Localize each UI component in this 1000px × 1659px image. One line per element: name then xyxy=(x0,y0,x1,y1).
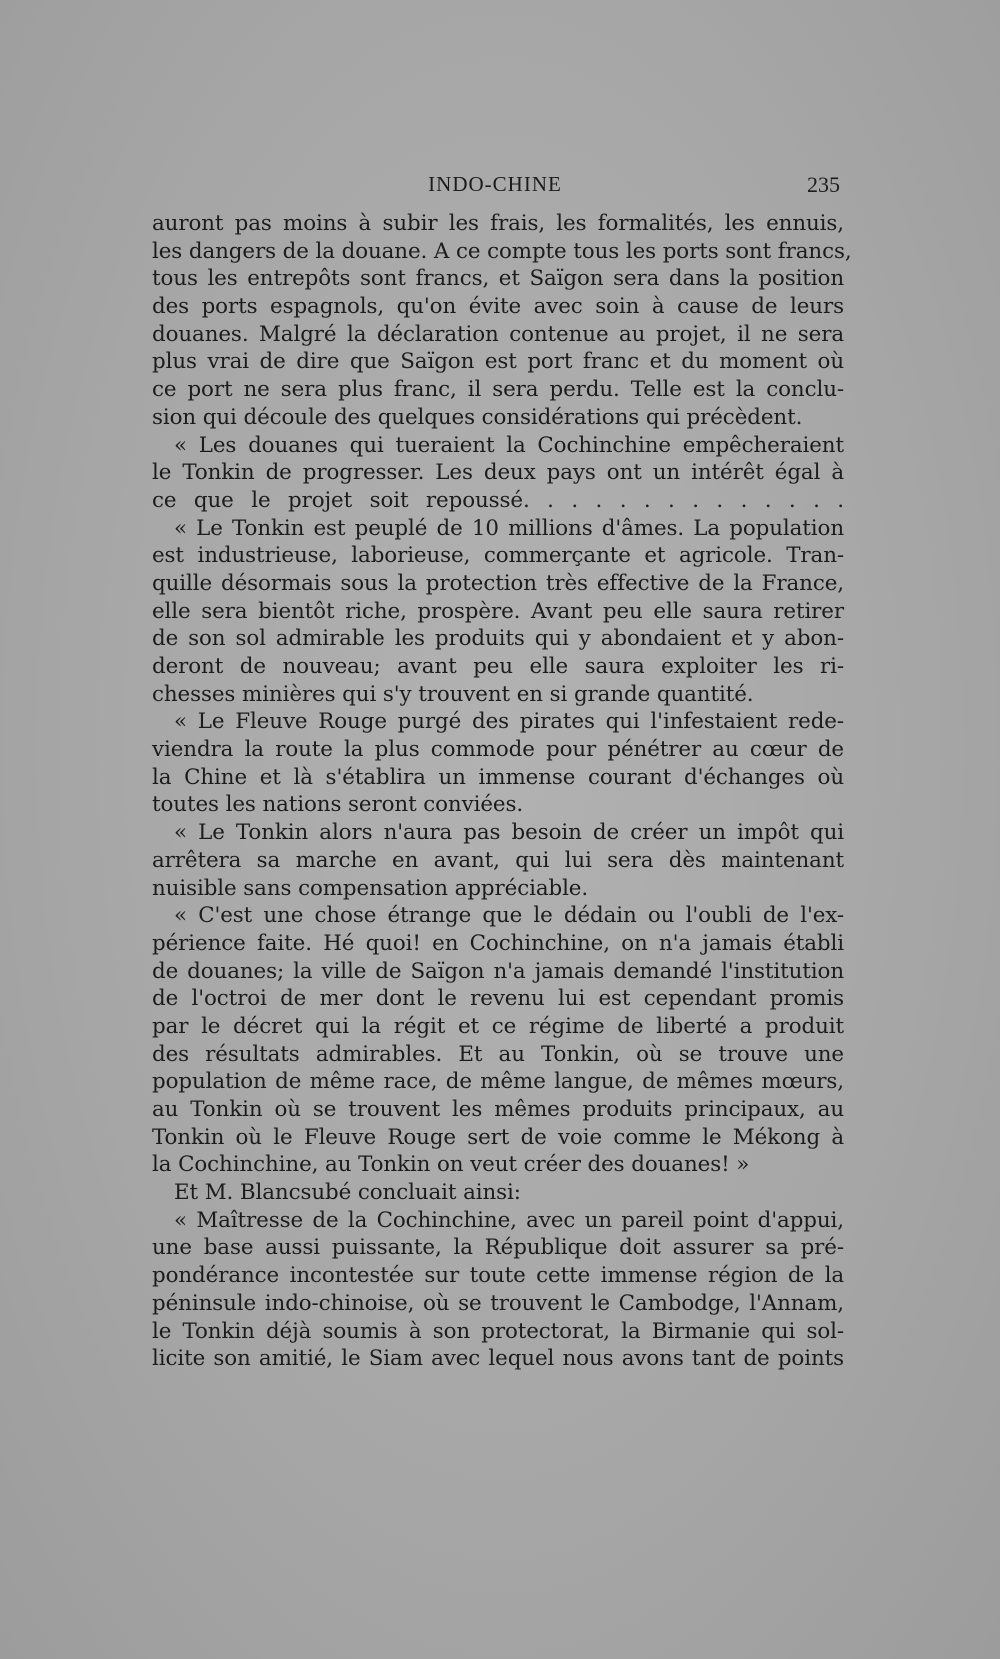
text-line: de douanes; la ville de Saïgon n'a jamais demandé l'institution xyxy=(152,958,844,984)
page-number: 235 xyxy=(807,172,840,197)
text-line: « Les douanes qui tueraient la Cochinchine empêcheraient xyxy=(174,432,844,458)
text-line: Tonkin où le Fleuve Rouge sert de voie comme le Mékong à xyxy=(152,1124,844,1150)
text-line: tous les entrepôts sont francs, et Saïgon sera dans la position xyxy=(152,266,844,292)
text-line: population de même race, de même langue, de mêmes mœurs, xyxy=(152,1069,844,1095)
text-line: est industrieuse, laborieuse, commerçante et agricole. Tran- xyxy=(152,543,844,569)
text-line: nuisible sans compensation appréciable. xyxy=(152,875,589,901)
text-line: la Chine et là s'établira un immense courant d'échanges où xyxy=(152,764,844,790)
text-line: une base aussi puissante, la République doit assurer sa pré- xyxy=(152,1235,844,1261)
text-line: la Cochinchine, au Tonkin on veut créer des douanes! » xyxy=(152,1152,750,1178)
text-line: « C'est une chose étrange que le dédain ou l'oubli de l'ex- xyxy=(174,903,844,929)
text-line: douanes. Malgré la déclaration contenue au projet, il ne sera xyxy=(152,321,844,347)
text-line: les dangers de la douane. A ce compte tous les ports sont francs, xyxy=(152,238,852,264)
text-line: périence faite. Hé quoi! en Cochinchine, on n'a jamais établi xyxy=(152,930,844,956)
text-line: pondérance incontestée sur toute cette immense région de la xyxy=(152,1263,844,1289)
text-line: de son sol admirable les produits qui y abondaient et y abon- xyxy=(152,626,844,652)
text-line: « Le Fleuve Rouge purgé des pirates qui l'infestaient rede- xyxy=(174,709,844,735)
text-line: péninsule indo-chinoise, où se trouvent le Cambodge, l'Annam, xyxy=(152,1290,844,1316)
text-line: viendra la route la plus commode pour pénétrer au cœur de xyxy=(152,737,844,763)
text-line: des ports espagnols, qu'on évite avec soin à cause de leurs xyxy=(152,294,844,320)
text-line: « Maîtresse de la Cochinchine, avec un pareil point d'appui, xyxy=(174,1207,844,1233)
text-line: des résultats admirables. Et au Tonkin, où se trouve une xyxy=(152,1041,844,1067)
text-line: chesses minières qui s'y trouvent en si grande quantité. xyxy=(152,681,754,707)
text-line: « Le Tonkin est peuplé de 10 millions d'âmes. La population xyxy=(174,515,844,541)
body-text xyxy=(152,210,852,1373)
text-line: ce port ne sera plus franc, il sera perdu. Telle est la conclu- xyxy=(152,377,844,403)
running-head xyxy=(150,172,840,202)
text-line: par le décret qui la régit et ce régime de liberté a produit xyxy=(152,1013,844,1039)
text-line: arrêtera sa marche en avant, qui lui sera dès maintenant xyxy=(152,847,844,873)
text-line: auront pas moins à subir les frais, les formalités, les ennuis, xyxy=(152,211,844,236)
text-line: ce que le projet soit repoussé. . . . . . . . . . . . . . xyxy=(152,487,844,513)
text-line: toutes les nations seront conviées. xyxy=(152,792,524,818)
text-line: plus vrai de dire que Saïgon est port franc et du moment où xyxy=(152,349,844,375)
text-line: quille désormais sous la protection très effective de la France, xyxy=(152,570,844,596)
text-line: Et M. Blancsubé concluait ainsi: xyxy=(174,1180,521,1206)
running-title: INDO-CHINE xyxy=(428,172,562,196)
text-line: deront de nouveau; avant peu elle saura exploiter les ri- xyxy=(152,654,844,679)
text-line: le Tonkin déjà soumis à son protectorat, la Birmanie qui sol- xyxy=(152,1318,844,1344)
text-line: de l'octroi de mer dont le revenu lui est cependant promis xyxy=(152,986,844,1012)
text-line: « Le Tonkin alors n'aura pas besoin de créer un impôt qui xyxy=(174,820,844,846)
text-line: licite son amitié, le Siam avec lequel nous avons tant de points xyxy=(152,1346,844,1372)
text-line: le Tonkin de progresser. Les deux pays ont un intérêt égal à xyxy=(152,460,844,486)
text-line: au Tonkin où se trouvent les mêmes produits principaux, au xyxy=(152,1097,844,1122)
text-line: elle sera bientôt riche, prospère. Avant peu elle saura retirer xyxy=(152,598,844,624)
text-line: sion qui découle des quelques considérations qui précèdent. xyxy=(152,404,803,430)
